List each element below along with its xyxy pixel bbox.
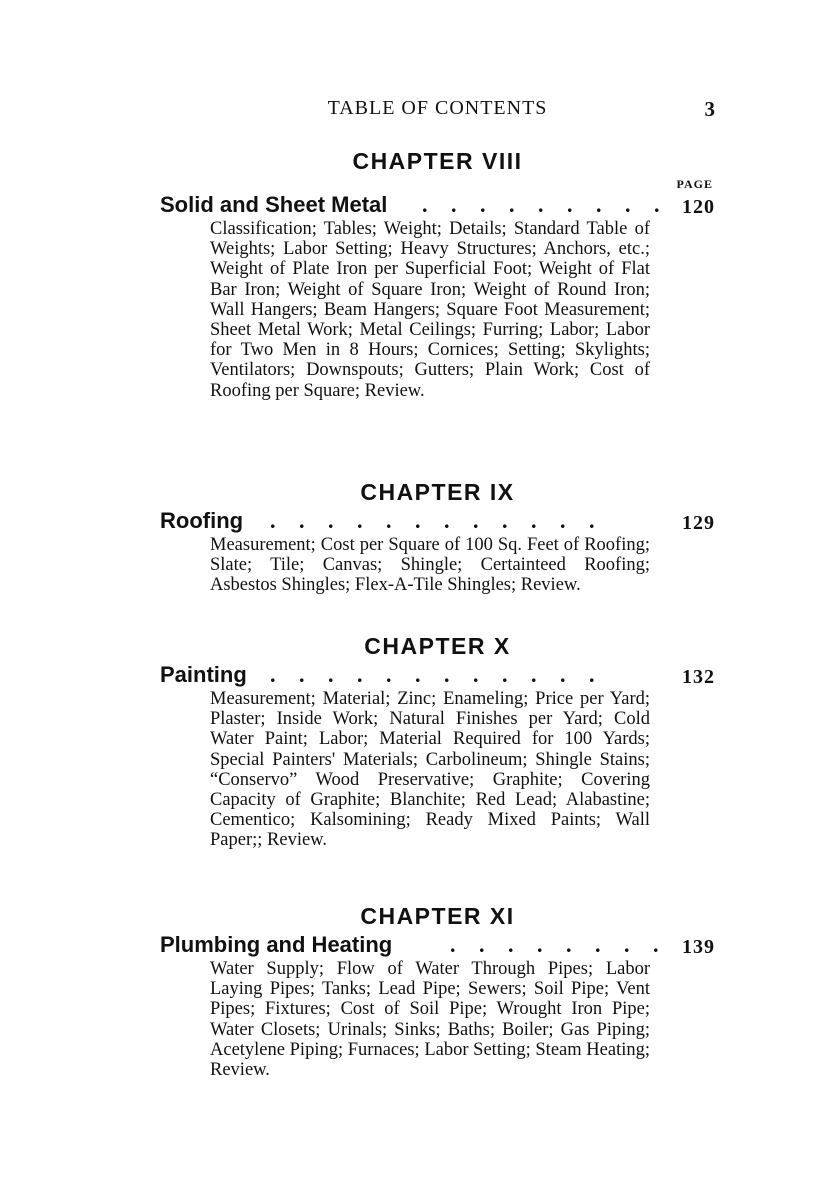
running-title: TABLE OF CONTENTS [327,97,548,119]
dot-leader: . . . . . . . . . [422,192,669,217]
chapter-x [160,631,715,851]
chapter-title[interactable]: Painting [160,662,247,687]
chapter-entry[interactable] [160,931,715,959]
chapter-xi [160,901,715,1080]
chapter-heading: CHAPTER XI [360,903,515,929]
chapter-description: Water Supply; Flow of Water Through Pipes; Labor Laying Pipes; Tanks; Lead Pipe; Sewers; Soil Pipe; Vent Pipes; Fixtures; Cost of Soil Pipe; Wrought Iron Pipe; Water Closets; Urinals; Sinks; Baths; Boiler; Gas Piping; Acetylene Piping; Furnaces; Labor Setting; Steam Heating; Review. [210,959,650,1081]
chapter-heading: CHAPTER X [364,633,511,659]
chapter-description: Measurement; Material; Zinc; Enameling; Price per Yard; Plaster; Inside Work; Natural Finishes per Yard; Cold Water Paint; Labor; Material Required for 100 Yards; Special Painters' Materials; Carbolineum; Shingle Stains; “Conservo” Wood Preservative; Graphite; Covering Capacity of Graphite; Blanchite; Red Lead; Alabastine; Cementico; Kalsomining; Ready Mixed Paints; Wall Paper;; Review. [210,689,650,851]
chapter-entry[interactable] [160,507,715,535]
dot-leader: . . . . . . . . . . . . [270,508,604,533]
chapter-viii [160,146,715,401]
chapter-ix [160,477,715,596]
chapter-title[interactable]: Plumbing and Heating [160,932,393,957]
chapter-heading: CHAPTER IX [360,479,515,505]
chapter-title[interactable]: Solid and Sheet Metal [160,192,388,217]
chapter-description: Classification; Tables; Weight; Details; Standard Table of Weights; Labor Setting; Heavy Structures; Anchors, etc.; Weight of Plate Iron per Superficial Foot; Weight of Flat Bar Iron; Weight of Square Iron; Weight of Round Iron; Wall Hangers; Beam Hangers; Square Foot Measurement; Sheet Metal Work; Metal Ceilings; Furring; Labor; Labor for Two Men in 8 Hours; Cornices; Setting; Skylights; Ventilators; Downspouts; Gutters; Plain Work; Cost of Roofing per Square; Review. [210,219,650,401]
chapter-page-number[interactable]: 129 [682,512,715,534]
chapter-entry[interactable] [160,191,715,219]
chapter-page-number[interactable]: 120 [682,196,715,218]
dot-leader: . . . . . . . . [450,932,668,957]
page-column-label: PAGE [676,177,713,191]
chapter-entry[interactable] [160,661,715,689]
chapter-page-number[interactable]: 132 [682,666,715,688]
page-number: 3 [704,97,715,121]
running-head [160,97,715,127]
chapter-heading: CHAPTER VIII [352,148,523,174]
dot-leader: . . . . . . . . . . . . [270,662,604,687]
chapter-page-number[interactable]: 139 [682,936,715,958]
chapter-title[interactable]: Roofing [160,508,244,533]
chapter-description: Measurement; Cost per Square of 100 Sq. Feet of Roofing; Slate; Tile; Canvas; Shingle; Certainteed Roofing; Asbestos Shingles; Flex-A-Tile Shingles; Review. [210,535,650,596]
